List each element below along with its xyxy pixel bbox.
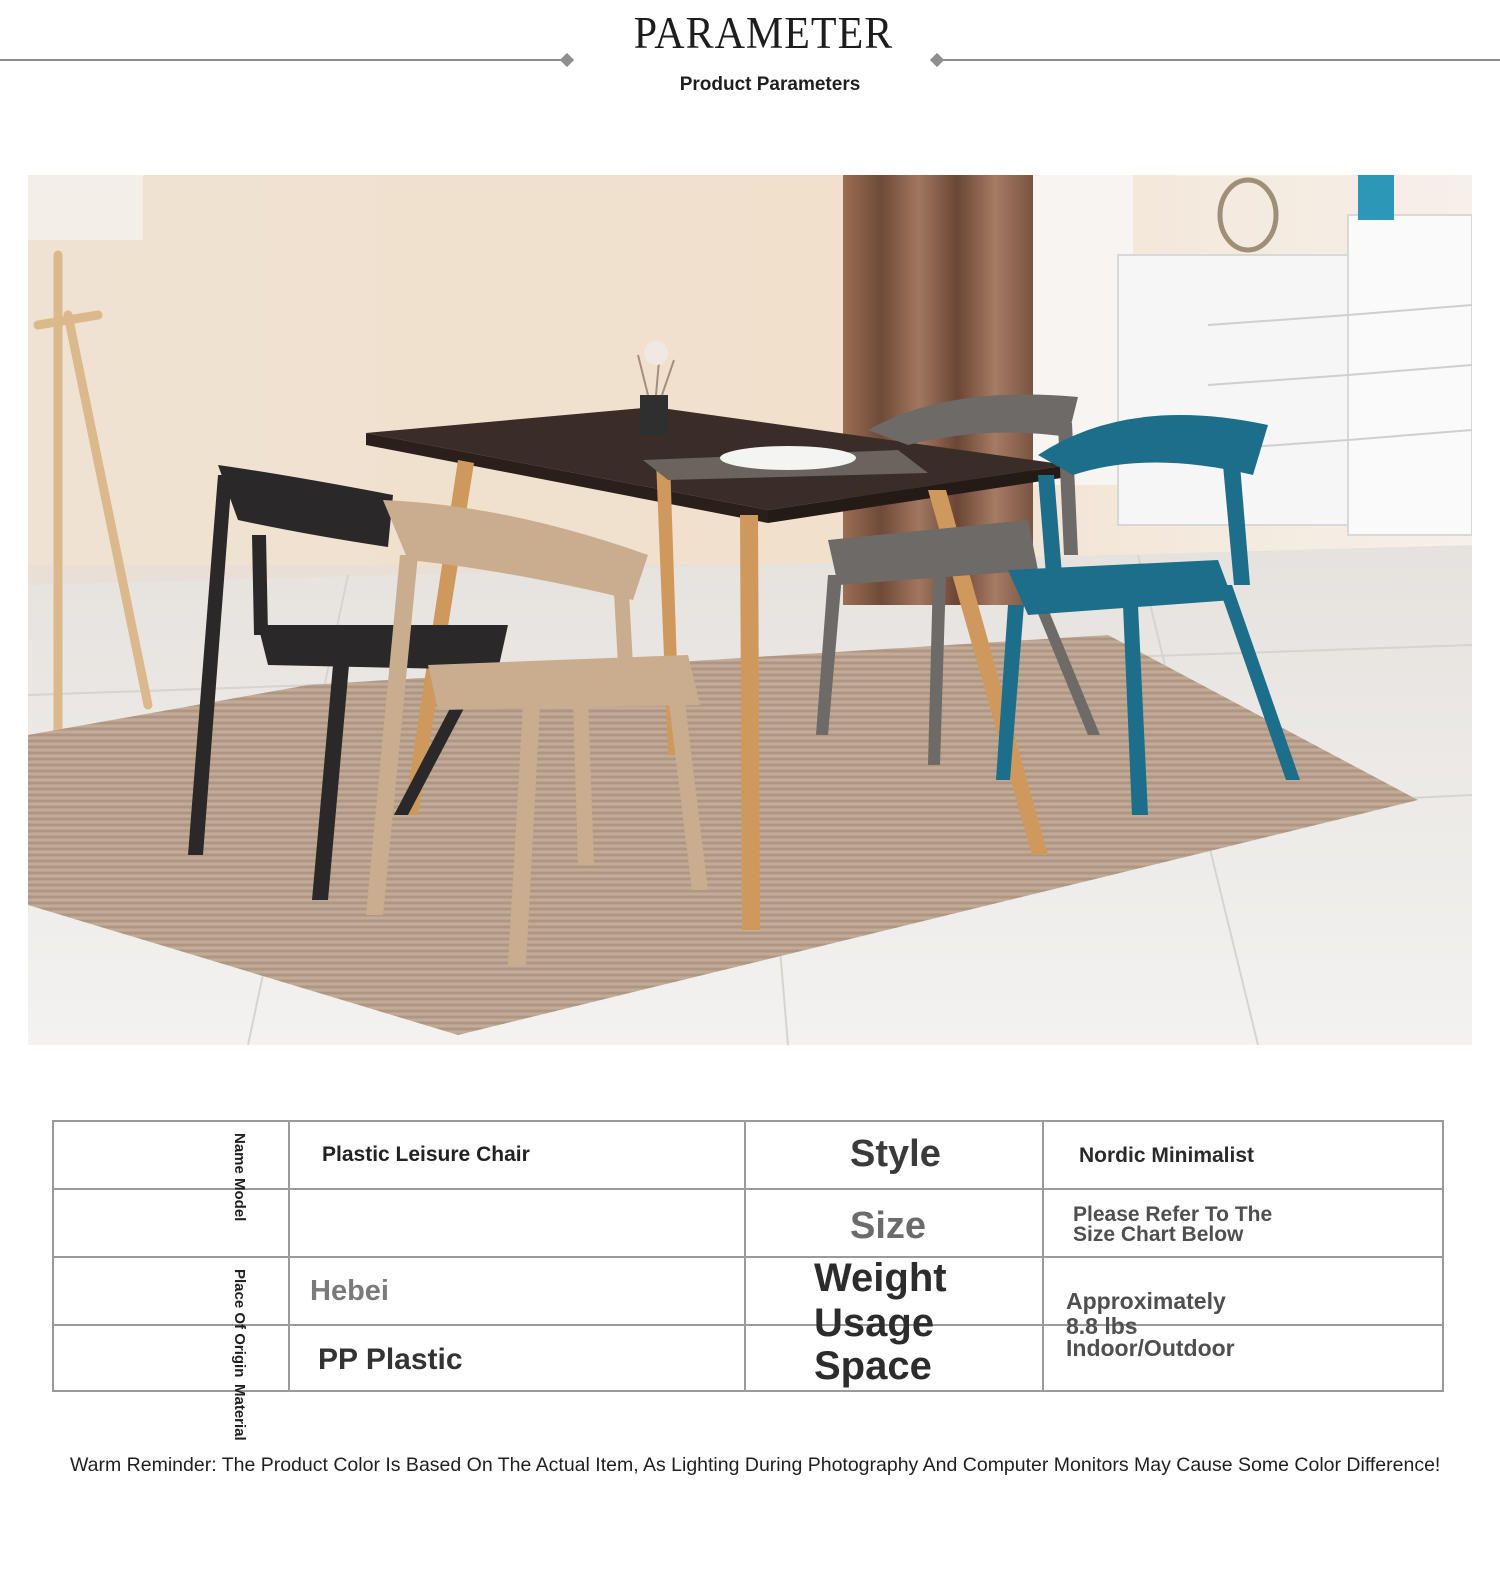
value-weight-line2: 8.8 lbs [1066,1313,1138,1339]
label-space: Space [814,1344,932,1388]
table-column-divider [288,1122,290,1390]
label-model: Model [231,1178,248,1222]
table-row-divider [54,1324,1442,1326]
value-size-line1: Please Refer To The [1073,1203,1273,1226]
color-disclaimer: Warm Reminder: The Product Color Is Based On The Actual Item, As Lighting During Photography And Computer Monitors May Cause Some Color Difference! [70,1454,1441,1476]
label-style: Style [850,1133,941,1175]
value-size-line2: Size Chart Below [1073,1223,1244,1246]
value-style: Nordic Minimalist [1079,1144,1255,1167]
table-column-divider [744,1122,746,1390]
value-material: PP Plastic [318,1343,463,1376]
label-place-of-origin: Place Of Origin [231,1269,248,1378]
value-name: Plastic Leisure Chair [322,1143,530,1166]
table-row-divider [54,1188,1442,1190]
label-usage: Usage [814,1301,935,1345]
value-weight-line1: Approximately [1066,1288,1226,1314]
label-size: Size [850,1205,927,1247]
label-material: Material [231,1384,248,1441]
value-place-of-origin: Hebei [310,1275,389,1307]
table-row-divider [54,1256,1442,1258]
page-title: PARAMETER [633,9,894,59]
product-scene [28,175,1472,1045]
table-column-divider [1042,1122,1044,1390]
value-usage-space: Indoor/Outdoor [1066,1335,1235,1361]
label-weight: Weight [814,1256,947,1300]
product-photo [28,175,1472,1045]
page-subtitle: Product Parameters [679,74,861,95]
label-name: Name [231,1133,248,1174]
